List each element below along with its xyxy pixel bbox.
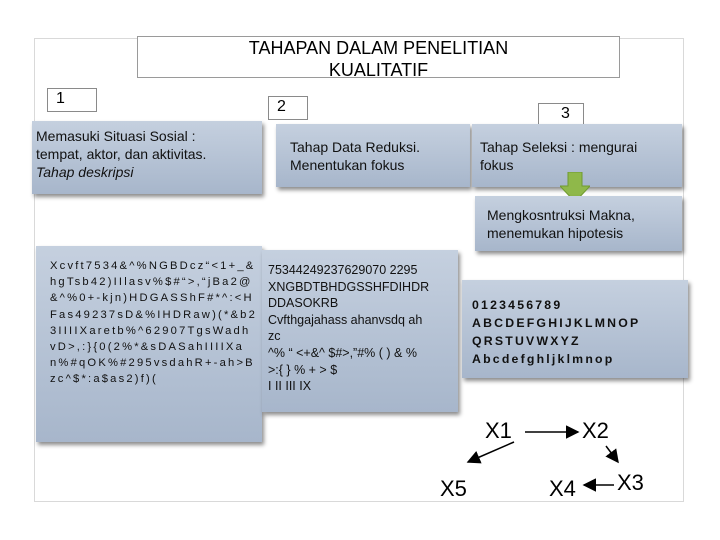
panel-1-line-2: tempat, aktor, dan aktivitas. [36,146,207,162]
panel-4-line-2: menemukan hipotesis [487,225,624,241]
panel-2-line-1: Tahap Data Reduksi. [290,139,420,155]
reduced-data-line-5: zc [268,329,281,344]
x1-to-x5-arrow [468,442,514,462]
selected-data-line-2: ABCDEFGHIJKLMNOP [472,316,641,330]
selected-data-line-3: QRSTUVWXYZ [472,334,581,348]
step-number-1: 1 [47,88,97,112]
selected-data-line-4: Abcdefghljklmnop [472,352,615,366]
step-number-3: 3 [538,103,584,127]
reduced-data-line-6: ^% “ <+&^ $#>,”#% ( ) & % [268,345,417,360]
panel-2-line-2: Menentukan fokus [290,157,405,173]
node-x1: X1 [485,418,512,443]
title-line-2: KUALITATIF [328,60,429,80]
selected-data-line-1: 0123456789 [472,298,563,312]
title-line-1: TAHAPAN DALAM PENELITIAN [248,38,509,58]
reduced-data-line-3: DDASOKRB [268,296,339,311]
reduced-data-line-7: >:{ } % + > $ [268,362,338,377]
node-x2: X2 [582,418,609,443]
raw-data-text: Xcvft7534&^%NGBDcz“<1+_&hgTsb42)IIlasv%$#“>,“jBa2@&^%0+-kjn)HDGASShF#*^:<HFas49237sD&%IHDRaw)(*&b23IIIIXaretb%^62907TgsWadhvD>,:}{0(2%*&sDASahIIIIXan%#qOK%#295vsdahR+-ah>Bzc^$*:a$as2)f)( [50,260,257,386]
node-x5: X5 [440,476,467,501]
node-x3: X3 [617,470,644,495]
panel-1-line-3: Tahap deskripsi [36,164,134,180]
x2-to-x3-arrow [606,446,618,462]
reduced-data-line-2: XNGBDTBHDGSSHFDIHDR [268,279,430,294]
reduced-data-line-4: Cvfthgajahass ahanvsdq ah [268,312,423,327]
panel-1-line-1: Memasuki Situasi Sosial : [36,128,196,144]
reduced-data-line-8: I II III IX [268,379,312,394]
node-x4: X4 [549,476,576,501]
panel-3-line-2: fokus [480,157,514,173]
panel-3-line-1: Tahap Seleksi : mengurai [480,139,638,155]
panel-4-line-1: Mengkosntruksi Makna, [487,207,635,223]
step-number-2: 2 [268,96,308,120]
reduced-data-line-1: 75344249237629070 2295 [268,263,418,277]
